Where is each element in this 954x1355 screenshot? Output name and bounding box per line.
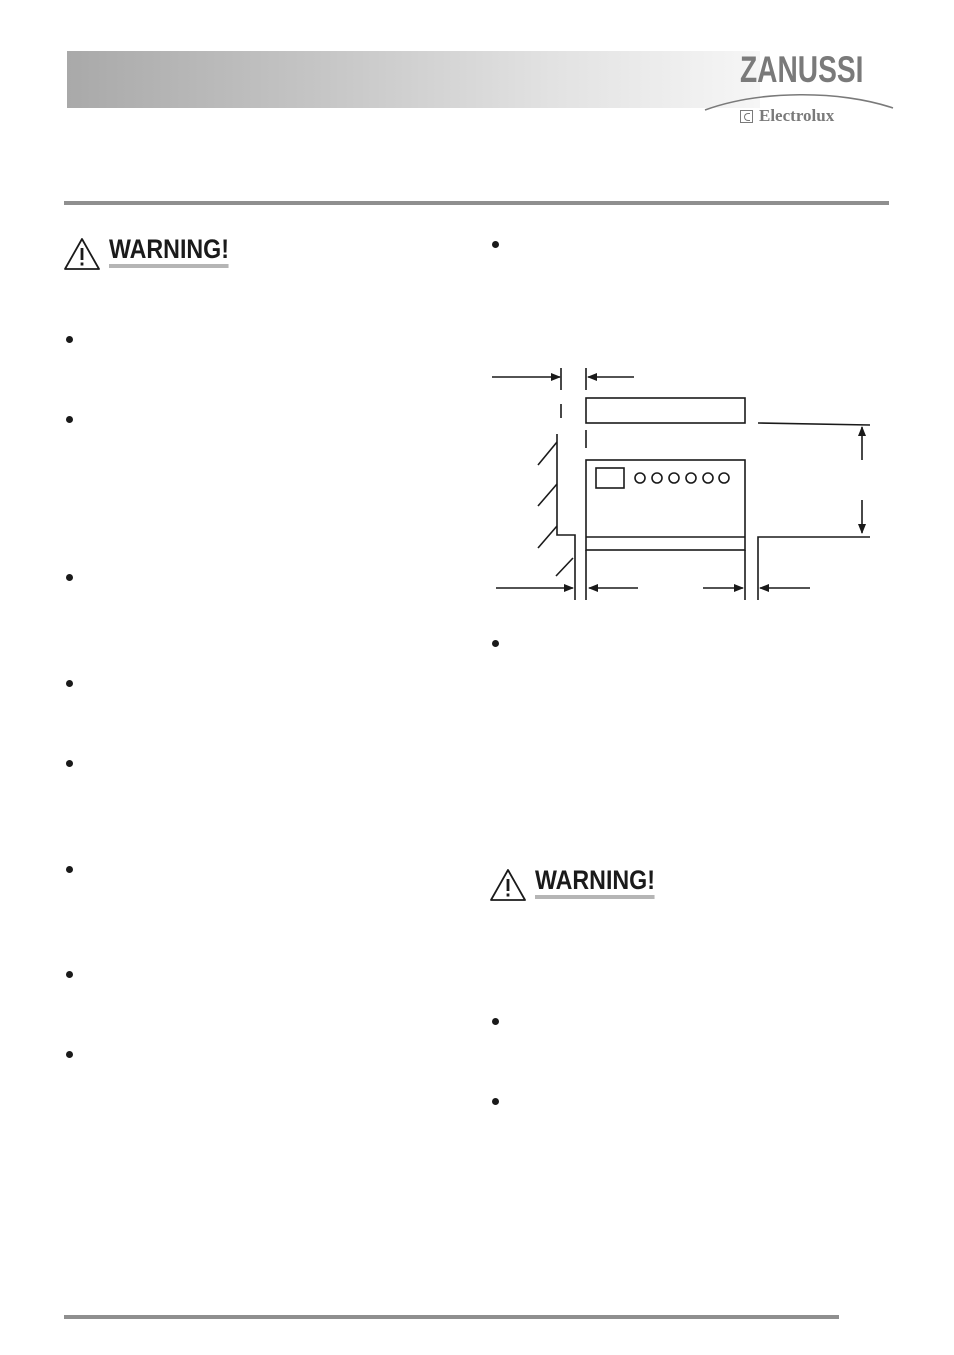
bullet-point: [66, 336, 73, 343]
top-rule: [64, 201, 889, 205]
brand-logo: ZANUSSI: [740, 49, 864, 90]
bullet-point: [66, 1051, 73, 1058]
installation-clearance-diagram: [488, 360, 878, 610]
warning-triangle-icon: [489, 868, 527, 902]
bullet-point: [66, 574, 73, 581]
bottom-rule: [64, 1315, 839, 1319]
side-wall-left: [557, 434, 575, 600]
control-knob: [635, 473, 645, 483]
bullet-point: [66, 971, 73, 978]
wall-hatch: [538, 484, 557, 506]
header-bar: [67, 51, 760, 108]
overhead-cabinet: [586, 398, 745, 423]
warning-label: WARNING!: [535, 866, 655, 899]
control-knob: [669, 473, 679, 483]
bullet-point: [492, 640, 499, 647]
electrolux-mark-icon: [740, 110, 753, 123]
warning-heading-left: [63, 235, 248, 271]
bullet-point: [492, 1098, 499, 1105]
display-window: [596, 468, 624, 488]
warning-triangle-icon: [63, 237, 101, 271]
wall-hatch: [538, 526, 557, 548]
bullet-point: [492, 241, 499, 248]
control-knob: [686, 473, 696, 483]
dimension-line: [758, 423, 870, 425]
brand-sub-label: Electrolux: [759, 106, 835, 125]
control-knob: [652, 473, 662, 483]
bullet-point: [66, 866, 73, 873]
brand-sub: [740, 106, 834, 126]
side-wall-right: [758, 537, 870, 600]
bullet-point: [66, 416, 73, 423]
warning-heading-right: [489, 866, 674, 902]
warning-label: WARNING!: [109, 235, 229, 268]
control-knob: [703, 473, 713, 483]
control-knob: [719, 473, 729, 483]
wall-hatch: [538, 442, 557, 465]
bullet-point: [66, 680, 73, 687]
wall-hatch: [556, 558, 573, 576]
bullet-point: [492, 1018, 499, 1025]
bullet-point: [66, 760, 73, 767]
